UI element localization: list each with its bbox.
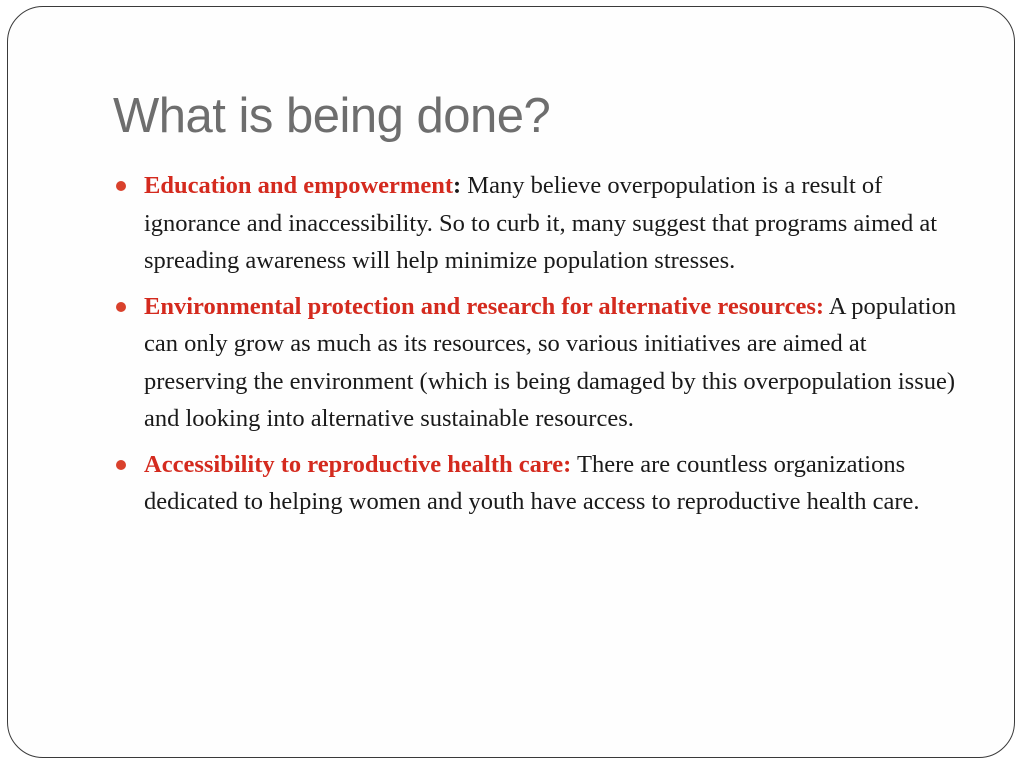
bullet-item-education <box>116 167 971 280</box>
bullet-text: A population can only grow as much as its resources, so various initiatives are aimed at preserving the environment (which is being damaged by this overpopulation issue) and looking into alternative sustainable resources. <box>144 292 957 432</box>
bullet-item-health-care <box>116 446 971 521</box>
bullet-heading: Environmental protection and research for alternative resources: <box>144 292 825 320</box>
bullet-text: There are countless organizations dedicated to helping women and youth have access to reproductive health care. <box>144 450 920 515</box>
slide-title: What is being done? <box>113 89 551 143</box>
bullet-item-environment <box>116 288 971 438</box>
bullet-text: Many believe overpopulation is a result of ignorance and inaccessibility. So to curb it, many suggest that programs aimed at spreading awareness will help minimize population stresses. <box>144 172 938 274</box>
bullet-heading: Accessibility to reproductive health care: <box>144 450 572 478</box>
bullet-separator: : <box>452 172 462 199</box>
bullet-dot-icon <box>116 460 126 470</box>
bullet-list <box>116 167 971 529</box>
bullet-dot-icon <box>116 302 126 312</box>
bullet-heading: Education and empowerment <box>144 172 453 199</box>
bullet-dot-icon <box>116 181 126 191</box>
